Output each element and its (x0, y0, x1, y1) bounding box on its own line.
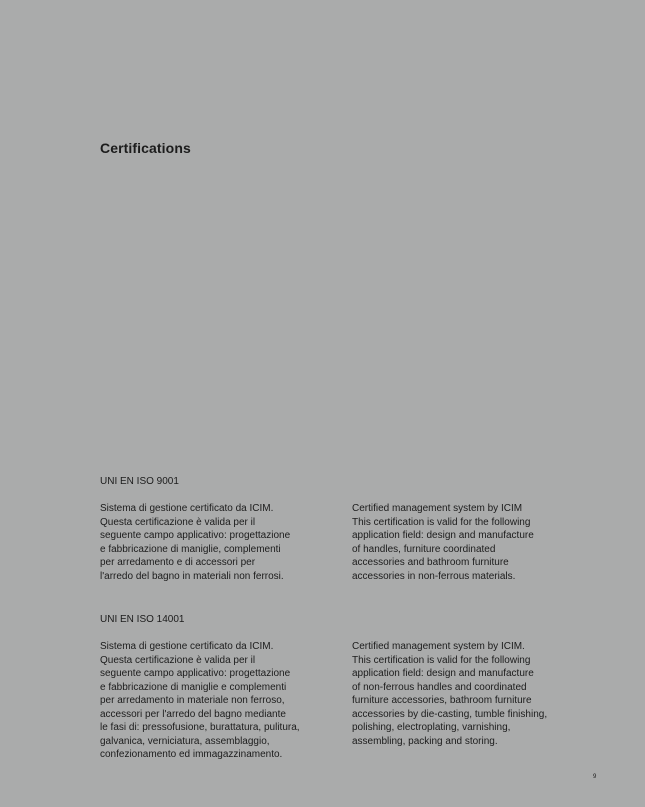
text-line: furniture accessories, bathroom furniture (352, 695, 532, 706)
text-line: galvanica, verniciatura, assemblaggio, (100, 735, 270, 747)
text-line: This certification is valid for the following (352, 516, 531, 528)
text-line: seguente campo applicativo: progettazione (100, 668, 291, 679)
text-line: Sistema di gestione certificato da ICIM. (100, 503, 274, 514)
text-line: le fasi di: pressofusione, burattatura, pulitura, (100, 722, 300, 733)
text-line: accessories by die-casting, tumble finishing, (352, 708, 548, 720)
page-number: 9 (593, 774, 597, 780)
text-line: l'arredo del bagno in materiali non ferrosi. (100, 570, 284, 582)
text-line: per arredamento in materiale non ferroso, (100, 695, 285, 706)
text-line: assembling, packing and storing. (352, 735, 498, 747)
text-line: Questa certificazione è valida per il (100, 516, 256, 528)
text-line: of non-ferrous handles and coordinated (352, 681, 527, 693)
text-line: accessories in non-ferrous materials. (352, 570, 516, 582)
text-line: polishing, electroplating, varnishing, (352, 722, 511, 733)
text-line: seguente campo applicativo: progettazione (100, 530, 291, 541)
text-line: e fabbricazione di maniglie e complementi (100, 681, 287, 693)
text-line: confezionamento ed immagazzinamento. (100, 749, 283, 760)
iso-9001-italian-text (100, 502, 290, 583)
section-label-iso-14001: UNI EN ISO 14001 (100, 614, 185, 625)
text-line: Questa certificazione è valida per il (100, 654, 256, 666)
text-line: application field: design and manufacture (352, 668, 534, 679)
text-line: e fabbricazione di maniglie, complementi (100, 543, 281, 555)
text-line: accessori per l'arredo del bagno mediante (100, 708, 286, 720)
text-line: application field: design and manufacture (352, 530, 534, 541)
text-line: accessories and bathroom furniture (352, 557, 509, 568)
page-title: Certifications (100, 140, 191, 156)
text-line: Certified management system by ICIM (352, 503, 523, 514)
iso-14001-english-text (352, 640, 547, 748)
text-line: Certified management system by ICIM. (352, 641, 525, 652)
text-line: This certification is valid for the following (352, 654, 531, 666)
iso-9001-english-text (352, 502, 534, 583)
text-line: of handles, furniture coordinated (352, 543, 496, 555)
section-label-iso-9001: UNI EN ISO 9001 (100, 476, 179, 487)
iso-14001-italian-text (100, 640, 300, 762)
text-line: Sistema di gestione certificato da ICIM. (100, 641, 274, 652)
text-line: per arredamento e di accessori per (100, 557, 256, 568)
